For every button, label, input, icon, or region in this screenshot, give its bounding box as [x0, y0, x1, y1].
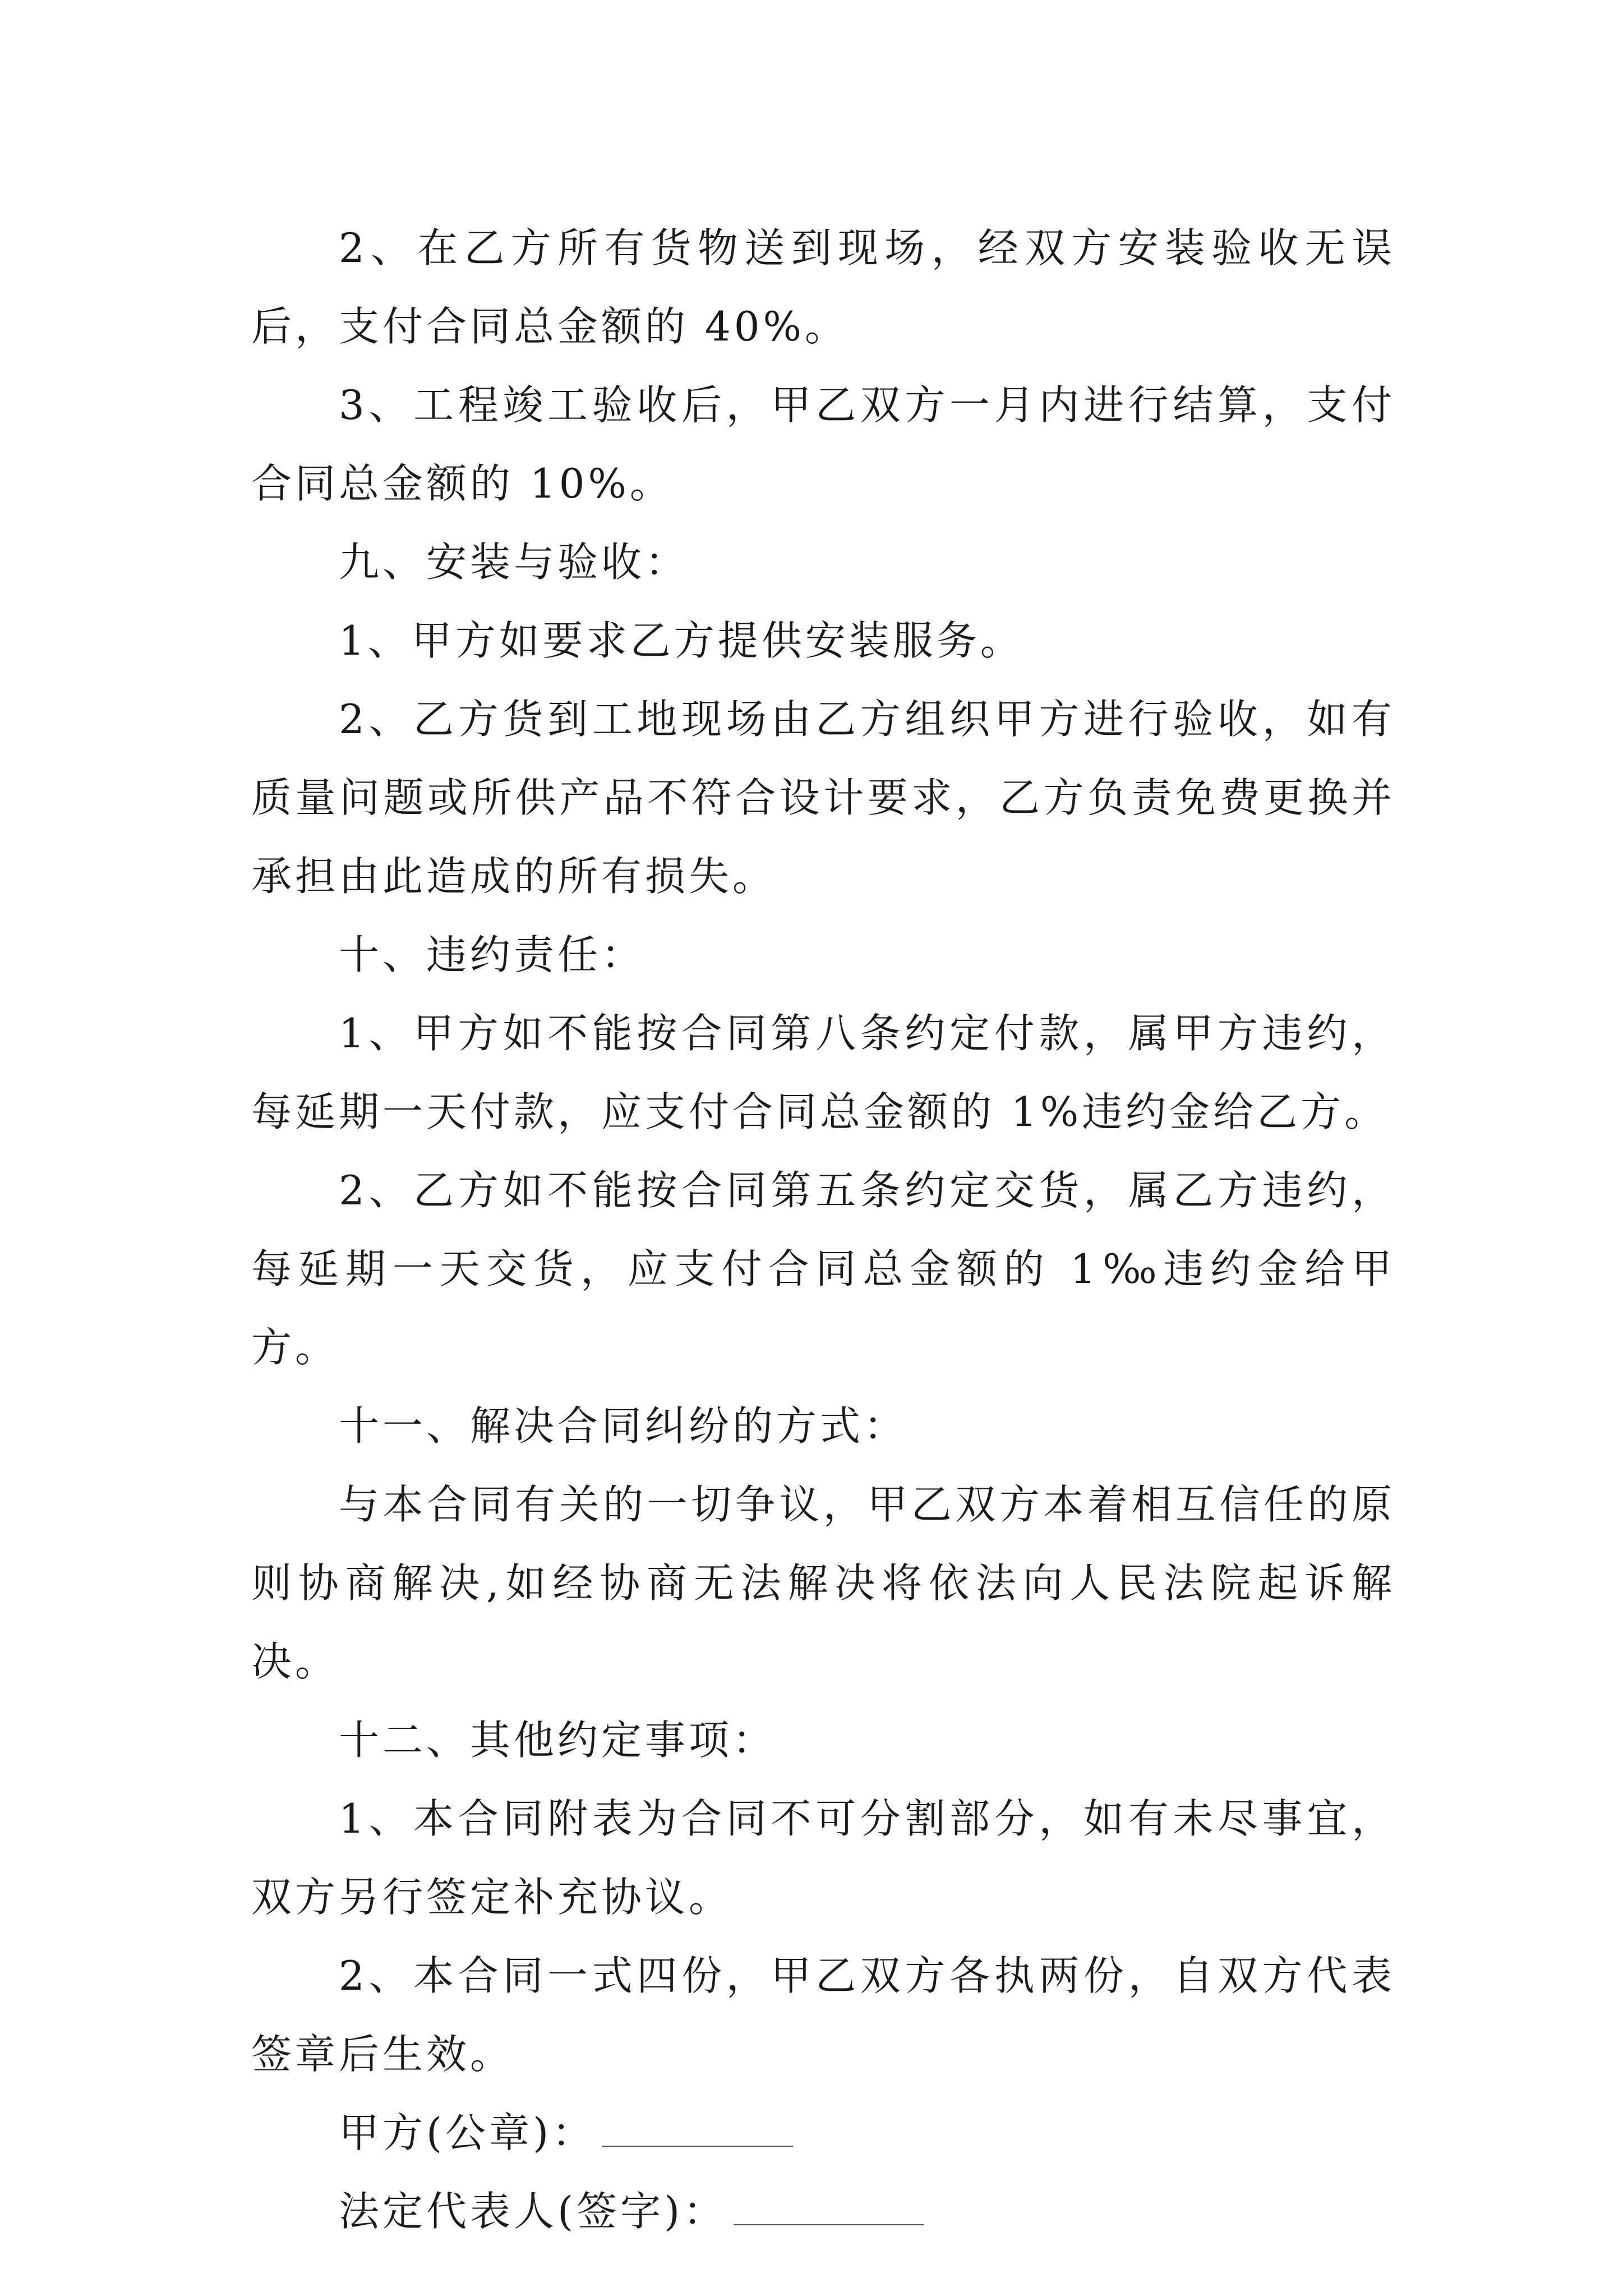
party-a-signature-line — [251, 2093, 1395, 2172]
party-a-seal-blank — [602, 2108, 793, 2147]
party-a-label: 甲方(公章)： — [339, 2109, 596, 2156]
paragraph-breach-2: 2、乙方如不能按合同第五条约定交货，属乙方违约，每延期一天交货，应支付合同总金额的 1‰违约金给甲方。 — [251, 1167, 1395, 1371]
paragraph-installation-2: 2、乙方货到工地现场由乙方组织甲方进行验收，如有质量问题或所供产品不符合设计要求，乙方负责免费更换并承担由此造成的所有损失。 — [251, 696, 1395, 900]
paragraph-payment-3: 3、工程竣工验收后，甲乙双方一月内进行结算，支付合同总金额的 10%。 — [251, 381, 1395, 507]
heading-dispute: 十一、解决合同纠纷的方式： — [339, 1402, 908, 1450]
legal-rep-signature-line — [251, 2172, 1395, 2251]
contract-text — [251, 209, 1395, 2251]
paragraph-dispute: 与本合同有关的一切争议，甲乙双方本着相互信任的原则协商解决,如经协商无法解决将依法向人民法院起诉解决。 — [251, 1481, 1395, 1685]
paragraph-other-1: 1、本合同附表为合同不可分割部分，如有未尽事宜，双方另行签定补充协议。 — [251, 1795, 1395, 1921]
paragraph-payment-2: 2、在乙方所有货物送到现场，经双方安装验收无误后，支付合同总金额的 40%。 — [251, 224, 1395, 350]
paragraph-other-2: 2、本合同一式四份，甲乙双方各执两份，自双方代表签章后生效。 — [251, 1952, 1395, 2078]
heading-other-terms: 十二、其他约定事项： — [339, 1717, 777, 1764]
legal-rep-signature-blank — [734, 2186, 924, 2225]
paragraph-breach-1: 1、甲方如不能按合同第八条约定付款，属甲方违约，每延期一天付款，应支付合同总金额的 1%违约金给乙方。 — [251, 1010, 1395, 1135]
heading-installation: 九、安装与验收： — [339, 539, 689, 586]
heading-breach: 十、违约责任： — [339, 931, 645, 978]
paragraph-installation-1: 1、甲方如要求乙方提供安装服务。 — [339, 617, 1024, 664]
legal-rep-label: 法定代表人(签字)： — [339, 2188, 727, 2235]
